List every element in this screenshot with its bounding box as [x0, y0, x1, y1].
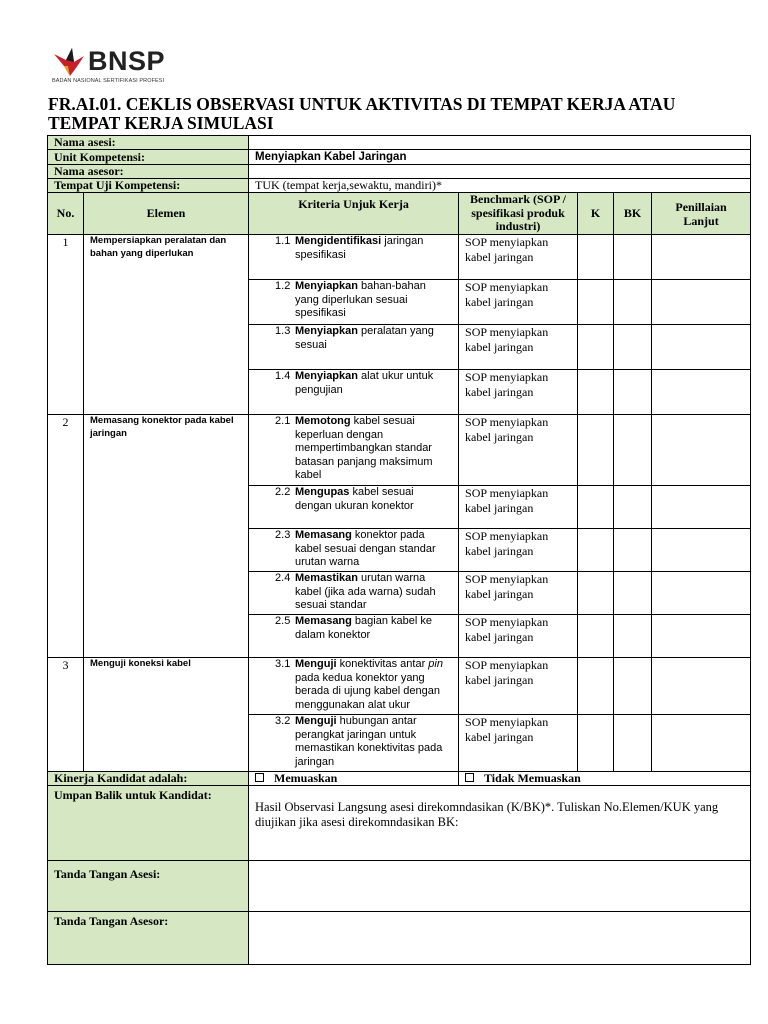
kuk-text: kabel sesuai dengan ukuran konektor: [295, 486, 414, 512]
element-no: 1: [48, 235, 84, 415]
kuk-num: 1.4: [275, 370, 291, 382]
kuk-row: [48, 235, 751, 280]
title-line-1: FR.AI.01. CEKLIS OBSERVASI UNTUK AKTIVITAS DI TEMPAT KERJA ATAU: [48, 94, 676, 114]
title-line-2: TEMPAT KERJA SIMULASI: [48, 113, 274, 133]
benchmark-cell: SOP menyiapkan kabel jaringan: [459, 486, 578, 529]
ttd-asesor-field[interactable]: [249, 912, 751, 965]
kuk-text: bagian kabel ke dalam konektor: [295, 615, 432, 641]
k-checkbox-cell[interactable]: [578, 572, 614, 615]
bk-checkbox-cell[interactable]: [614, 529, 652, 572]
element-name-text: Mempersiapkan peralatan dan bahan yang diperlukan: [90, 235, 227, 259]
kuk-num: 3.1: [275, 658, 291, 670]
penilaian-cell[interactable]: [652, 235, 751, 280]
benchmark-cell: SOP menyiapkan kabel jaringan: [459, 325, 578, 370]
kuk-verb: Menguji: [295, 715, 337, 727]
kuk-text: urutan warna kabel (jika ada warna) sudah sesuai standar: [295, 572, 436, 611]
bk-checkbox-cell[interactable]: [614, 370, 652, 415]
bk-checkbox-cell[interactable]: [614, 325, 652, 370]
penilaian-cell[interactable]: [652, 615, 751, 658]
row-unit: [48, 150, 751, 165]
kuk-text: konektivitas antar: [336, 658, 429, 670]
k-checkbox-cell[interactable]: [578, 415, 614, 486]
element-name: [84, 415, 249, 658]
benchmark-cell: SOP menyiapkan kabel jaringan: [459, 280, 578, 325]
bk-checkbox-cell[interactable]: [614, 615, 652, 658]
bk-checkbox-cell[interactable]: [614, 572, 652, 615]
kuk-cell: [249, 415, 459, 486]
kuk-text: jaringan spesifikasi: [295, 235, 424, 261]
benchmark-cell: SOP menyiapkan kabel jaringan: [459, 572, 578, 615]
penilaian-cell[interactable]: [652, 715, 751, 772]
row-tuk: [48, 179, 751, 193]
kuk-italic: pin: [428, 658, 443, 670]
kuk-verb: Menguji: [295, 658, 337, 670]
unit-value: Menyiapkan Kabel Jaringan: [249, 150, 751, 165]
logo-subtitle: BADAN NASIONAL SERTIFIKASI PROFESI: [52, 78, 165, 84]
kuk-num: 1.3: [275, 325, 291, 337]
option-tidak-memuaskan-label: Tidak Memuaskan: [484, 771, 581, 785]
kuk-cell: [249, 615, 459, 658]
row-nama-asesor: [48, 165, 751, 179]
option-memuaskan-label: Memuaskan: [274, 771, 338, 785]
garuda-emblem-icon: [52, 44, 86, 78]
option-tidak-memuaskan[interactable]: [459, 772, 751, 786]
nama-asesi-label: Nama asesi:: [48, 136, 249, 150]
tuk-label: Tempat Uji Kompetensi:: [48, 179, 249, 193]
row-umpan-balik: [48, 786, 751, 861]
kuk-verb: Menyiapkan: [295, 280, 358, 292]
element-name-text: Memasang konektor pada kabel jaringan: [90, 415, 234, 439]
nama-asesor-label: Nama asesor:: [48, 165, 249, 179]
kuk-verb: Memasang: [295, 529, 352, 541]
kuk-verb: Mengidentifikasi: [295, 235, 382, 247]
k-checkbox-cell[interactable]: [578, 615, 614, 658]
col-no: No.: [48, 193, 84, 235]
kuk-text: peralatan yang sesuai: [295, 325, 434, 351]
kuk-num: 2.4: [275, 572, 291, 584]
observation-checklist-table: [47, 135, 751, 965]
kuk-text: konektor pada kabel sesuai dengan standar urutan warna: [295, 529, 436, 568]
penilaian-cell[interactable]: [652, 658, 751, 715]
page-title: [48, 95, 748, 133]
k-checkbox-cell[interactable]: [578, 715, 614, 772]
kuk-text: hubungan antar perangkat jaringan untuk memastikan konektivitas pada jaringan: [295, 715, 443, 768]
col-penilaian: Penillaian Lanjut: [652, 193, 751, 235]
col-elemen: Elemen: [84, 193, 249, 235]
ttd-asesi-label: Tanda Tangan Asesi:: [48, 861, 249, 912]
bk-checkbox-cell[interactable]: [614, 715, 652, 772]
k-checkbox-cell[interactable]: [578, 658, 614, 715]
kuk-cell: [249, 325, 459, 370]
benchmark-cell: SOP menyiapkan kabel jaringan: [459, 615, 578, 658]
kinerja-label: Kinerja Kandidat adalah:: [48, 772, 249, 786]
k-checkbox-cell[interactable]: [578, 529, 614, 572]
penilaian-cell[interactable]: [652, 486, 751, 529]
penilaian-cell[interactable]: [652, 325, 751, 370]
k-checkbox-cell[interactable]: [578, 370, 614, 415]
bk-checkbox-cell[interactable]: [614, 235, 652, 280]
penilaian-cell[interactable]: [652, 370, 751, 415]
kuk-verb: Memastikan: [295, 572, 358, 584]
ttd-asesi-field[interactable]: [249, 861, 751, 912]
kuk-num: 2.1: [275, 415, 291, 427]
bk-checkbox-cell[interactable]: [614, 280, 652, 325]
k-checkbox-cell[interactable]: [578, 235, 614, 280]
bk-checkbox-cell[interactable]: [614, 415, 652, 486]
element-no: 3: [48, 658, 84, 772]
penilaian-cell[interactable]: [652, 415, 751, 486]
col-bk: BK: [614, 193, 652, 235]
element-name: [84, 658, 249, 772]
kuk-cell: [249, 715, 459, 772]
element-name-text: Menguji koneksi kabel: [90, 658, 191, 669]
penilaian-cell[interactable]: [652, 280, 751, 325]
bk-checkbox-cell[interactable]: [614, 658, 652, 715]
kuk-cell: [249, 529, 459, 572]
benchmark-cell: SOP menyiapkan kabel jaringan: [459, 529, 578, 572]
unit-label: Unit Kompetensi:: [48, 150, 249, 165]
umpan-balik-label: Umpan Balik untuk Kandidat:: [48, 786, 249, 861]
kuk-cell: [249, 658, 459, 715]
kuk-cell: [249, 280, 459, 325]
kuk-num: 1.2: [275, 280, 291, 292]
benchmark-cell: SOP menyiapkan kabel jaringan: [459, 370, 578, 415]
kuk-cell: [249, 235, 459, 280]
penilaian-cell[interactable]: [652, 529, 751, 572]
column-header-row: [48, 193, 751, 235]
element-no: 2: [48, 415, 84, 658]
checkbox-icon[interactable]: [465, 773, 474, 782]
kuk-text-2: pada kedua konektor yang berada di ujung kabel dengan menggunakan alat ukur: [295, 671, 440, 711]
kuk-num: 1.1: [275, 235, 291, 247]
checkbox-icon[interactable]: [255, 773, 264, 782]
kuk-num: 2.2: [275, 486, 291, 498]
kuk-verb: Mengupas: [295, 486, 350, 498]
kuk-verb: Menyiapkan: [295, 370, 358, 382]
kuk-cell: [249, 486, 459, 529]
kuk-num: 3.2: [275, 715, 291, 727]
col-kriteria: Kriteria Unjuk Kerja: [249, 193, 459, 235]
element-name: [84, 235, 249, 415]
tuk-value: TUK (tempat kerja,sewaktu, mandiri)*: [249, 179, 751, 193]
kuk-verb: Menyiapkan: [295, 325, 358, 337]
col-k: K: [578, 193, 614, 235]
benchmark-cell: SOP menyiapkan kabel jaringan: [459, 415, 578, 486]
nama-asesor-value[interactable]: [249, 165, 751, 179]
option-memuaskan[interactable]: [249, 772, 459, 786]
k-checkbox-cell[interactable]: [578, 280, 614, 325]
kuk-verb: Memasang: [295, 615, 352, 627]
k-checkbox-cell[interactable]: [578, 486, 614, 529]
nama-asesi-value[interactable]: [249, 136, 751, 150]
umpan-balik-text[interactable]: Hasil Observasi Langsung asesi direkomndasikan (K/BK)*. Tuliskan No.Elemen/KUK yang diujikan jika asesi direkomndasikan BK:: [249, 786, 751, 861]
logo-text: BNSP: [88, 46, 166, 76]
benchmark-cell: SOP menyiapkan kabel jaringan: [459, 715, 578, 772]
benchmark-cell: SOP menyiapkan kabel jaringan: [459, 235, 578, 280]
ttd-asesor-label: Tanda Tangan Asesor:: [48, 912, 249, 965]
bnsp-logo: [52, 44, 192, 86]
kuk-verb: Memotong: [295, 415, 351, 427]
kuk-text: alat ukur untuk pengujian: [295, 370, 434, 396]
penilaian-cell[interactable]: [652, 572, 751, 615]
kuk-row: [48, 415, 751, 486]
kuk-num: 2.5: [275, 615, 291, 627]
k-checkbox-cell[interactable]: [578, 325, 614, 370]
kuk-cell: [249, 572, 459, 615]
bk-checkbox-cell[interactable]: [614, 486, 652, 529]
kuk-row: [48, 658, 751, 715]
row-ttd-asesor: [48, 912, 751, 965]
kuk-text: bahan-bahan yang diperlukan sesuai spesifikasi: [295, 280, 426, 319]
row-kinerja: [48, 772, 751, 786]
benchmark-cell: SOP menyiapkan kabel jaringan: [459, 658, 578, 715]
row-nama-asesi: [48, 136, 751, 150]
kuk-cell: [249, 370, 459, 415]
kuk-text: kabel sesuai keperluan dengan mempertimbangkan standar batasan panjang maksimum kabel: [295, 415, 433, 481]
kuk-num: 2.3: [275, 529, 291, 541]
col-benchmark: Benchmark (SOP / spesifikasi produk industri): [459, 193, 578, 235]
row-ttd-asesi: [48, 861, 751, 912]
